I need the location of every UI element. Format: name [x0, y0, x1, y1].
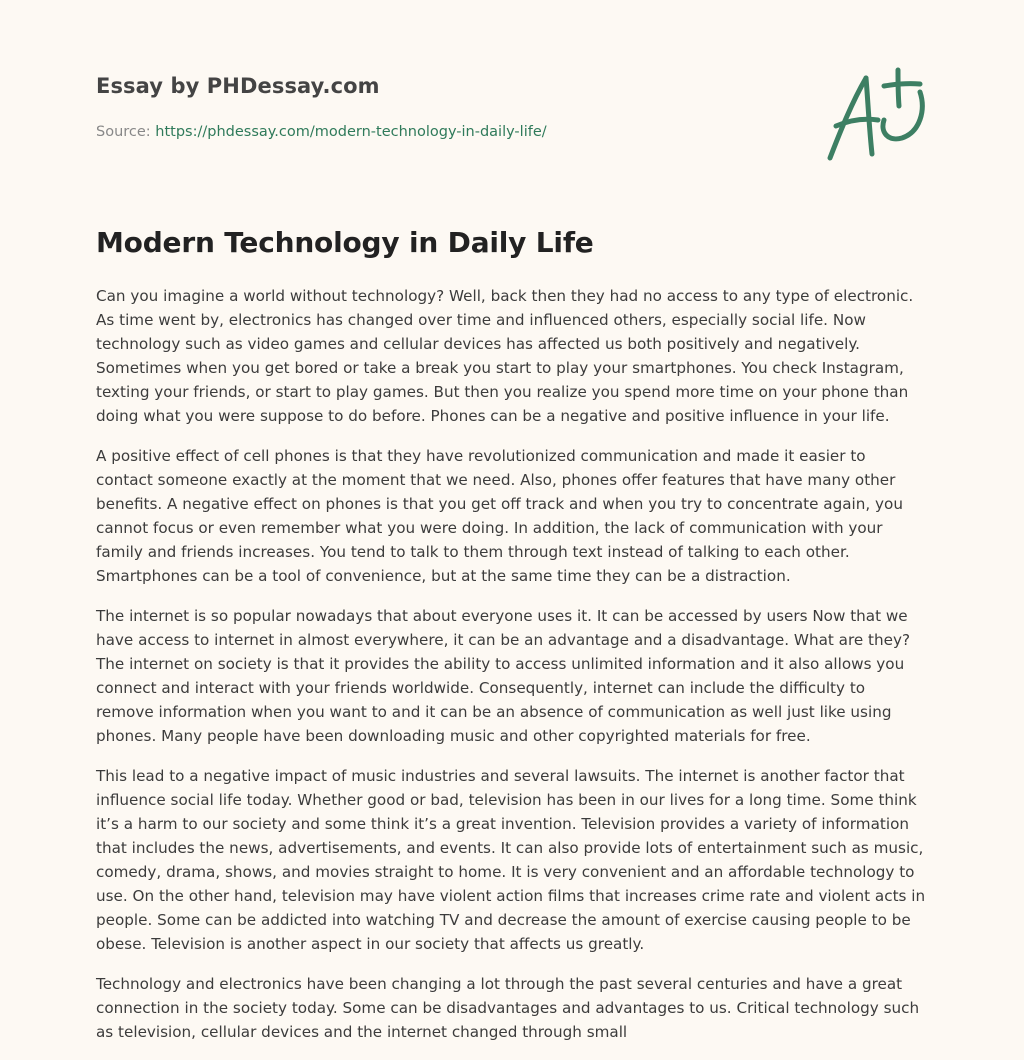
essay-paragraph: Can you imagine a world without technology? Well, back then they had no access to any type of electronic. As time went by, electronics has changed over time and influenced others, especially social life. Now technology such as video games and cellular devices has affected us both positively and negatively. Sometimes when you get bored or take a break you start to play your smartphones. You check Instagram, texting your friends, or start to play games. But then you realize you spend more time on your phone than doing what you were suppose to do before. Phones can be a negative and positive influence in your life.	[96, 287, 914, 425]
essay-paragraph: This lead to a negative impact of music industries and several lawsuits. The internet is another factor that influence social life today. Whether good or bad, television has been in our lives for a long time. Some think it’s a harm to our society and some think it’s a great invention. Television provides a variety of information that includes the news, advertisements, and events. It can also provide lots of entertainment such as music, comedy, drama, shows, and movies straight to home. It is very convenient and an affordable technology to use. On the other hand, television may have violent action films that increases crime rate and violent acts in people. Some can be addicted into watching TV and decrease the amount of exercise causing people to be obese. Television is another aspect in our society that affects us greatly.	[96, 767, 926, 953]
essay-paragraph: The internet is so popular nowadays that about everyone uses it. It can be accessed by users Now that we have access to internet in almost everywhere, it can be an advantage and a disadvantage. What are they? The internet on society is that it provides the ability to access unlimited information and it also allows you connect and interact with your friends worldwide. Consequently, internet can include the difficulty to remove information when you want to and it can be an absence of communication as well just like using phones. Many people have been downloading music and other copyrighted materials for free.	[96, 607, 911, 745]
a-plus-logo-icon	[822, 66, 926, 164]
source-label: Source:	[96, 124, 151, 140]
source-line	[96, 124, 796, 140]
document-header	[96, 74, 796, 140]
source-link[interactable]: https://phdessay.com/modern-technology-in-daily-life/	[155, 124, 547, 140]
essay-title: Modern Technology in Daily Life	[96, 226, 594, 259]
essay-body	[96, 284, 926, 1060]
essay-paragraph: A positive effect of cell phones is that they have revolutionized communication and made it easier to contact someone exactly at the moment that we need. Also, phones offer features that have many other benefits. A negative effect on phones is that you get off track and when you try to concentrate again, you cannot focus or even remember what you were doing. In addition, the lack of communication with your family and friends increases. You tend to talk to them through text instead of talking to each other. Smartphones can be a tool of convenience, but at the same time they can be a distraction.	[96, 447, 903, 585]
brand-title: Essay by PHDessay.com	[96, 74, 380, 98]
essay-paragraph: Technology and electronics have been changing a lot through the past several centuries and have a great connection in the society today. Some can be disadvantages and advantages to us. Critical technology such as television, cellular devices and the internet changed through small	[96, 975, 920, 1041]
